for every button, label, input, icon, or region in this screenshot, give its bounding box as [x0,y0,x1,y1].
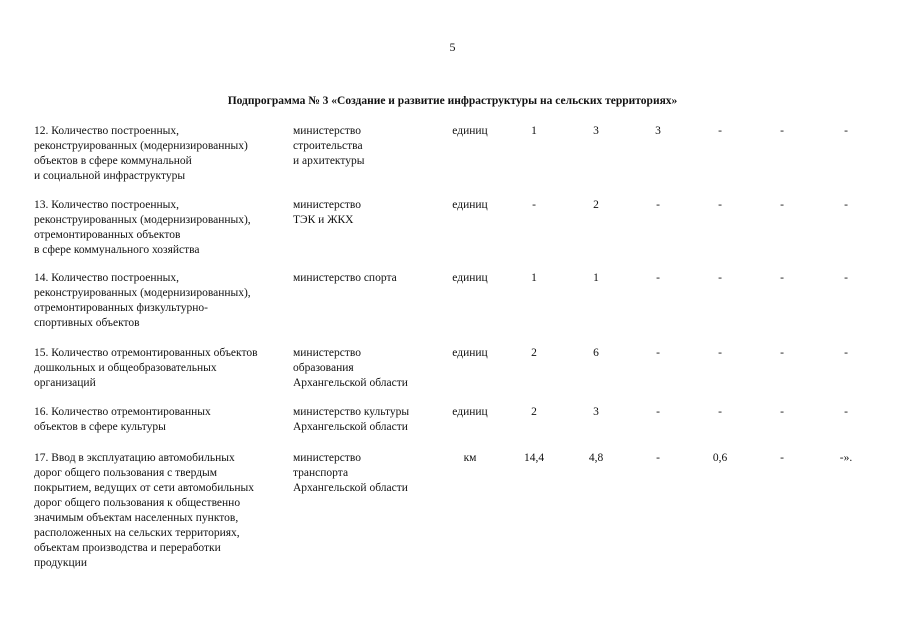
indicator-name: 14. Количество построенных, реконструированных (модернизированных), отремонтированных физкультурно- спортивных объектов [34,272,251,329]
value-cell: - [844,406,848,418]
value-cell: 4,8 [588,452,604,464]
indicator-name: 15. Количество отремонтированных объектов дошкольных и общеобразовательных организаций [34,347,258,389]
value-cell: - [656,452,660,464]
unit-of-measure: единиц [452,347,488,359]
value-cell: 3 [593,125,599,137]
value-cell: 14,4 [523,452,545,464]
responsible-executor: министерство транспорта Архангельской области [293,452,408,494]
unit-of-measure: единиц [452,272,488,284]
value-cell: - [718,272,722,284]
value-cell: - [656,347,660,359]
value-cell: - [656,199,660,211]
subprogram-title: Подпрограмма № 3 «Создание и развитие инфраструктуры на сельских территориях» [227,95,678,107]
value-cell: -». [839,452,853,464]
value-cell: 1 [531,272,537,284]
value-cell: - [844,199,848,211]
value-cell: - [780,347,784,359]
indicator-name: 16. Количество отремонтированных объектов в сфере культуры [34,406,211,433]
page-number: 5 [449,40,456,54]
value-cell: 2 [531,406,537,418]
indicator-name: 13. Количество построенных, реконструированных (модернизированных), отремонтированных объектов в сфере коммунального хозяйства [34,199,251,256]
value-cell: - [780,199,784,211]
value-cell: - [718,406,722,418]
value-cell: 3 [593,406,599,418]
unit-of-measure: единиц [452,125,488,137]
value-cell: 6 [593,347,599,359]
value-cell: - [844,125,848,137]
value-cell: - [780,406,784,418]
responsible-executor: министерство образования Архангельской области [293,347,408,389]
value-cell: - [780,452,784,464]
value-cell: - [656,272,660,284]
value-cell: - [718,125,722,137]
value-cell: 0,6 [712,452,728,464]
responsible-executor: министерство ТЭК и ЖКХ [293,199,361,226]
indicator-name: 12. Количество построенных, реконструированных (модернизированных) объектов в сфере коммунальной и социальной инфраструктуры [34,125,248,182]
unit-of-measure: единиц [452,406,488,418]
responsible-executor: министерство культуры Архангельской области [293,406,410,433]
value-cell: - [780,125,784,137]
unit-of-measure: единиц [452,199,488,211]
indicator-name: 17. Ввод в эксплуатацию автомобильных дорог общего пользования с твердым покрытием, ведущих от сети автомобильных дорог общего пользования к общественно значимым объектам населенных пунктов, расположенных на сельских территориях, объектам производства и переработки продукции [34,452,255,569]
responsible-executor: министерство спорта [293,272,397,284]
value-cell: 2 [531,347,537,359]
value-cell: - [844,347,848,359]
value-cell: 2 [593,199,599,211]
value-cell: - [656,406,660,418]
value-cell: - [718,199,722,211]
value-cell: 3 [655,125,661,137]
value-cell: - [532,199,536,211]
value-cell: 1 [531,125,537,137]
value-cell: 1 [593,272,599,284]
value-cell: - [844,272,848,284]
value-cell: - [780,272,784,284]
responsible-executor: министерство строительства и архитектуры [293,125,365,167]
unit-of-measure: км [463,452,477,464]
value-cell: - [718,347,722,359]
